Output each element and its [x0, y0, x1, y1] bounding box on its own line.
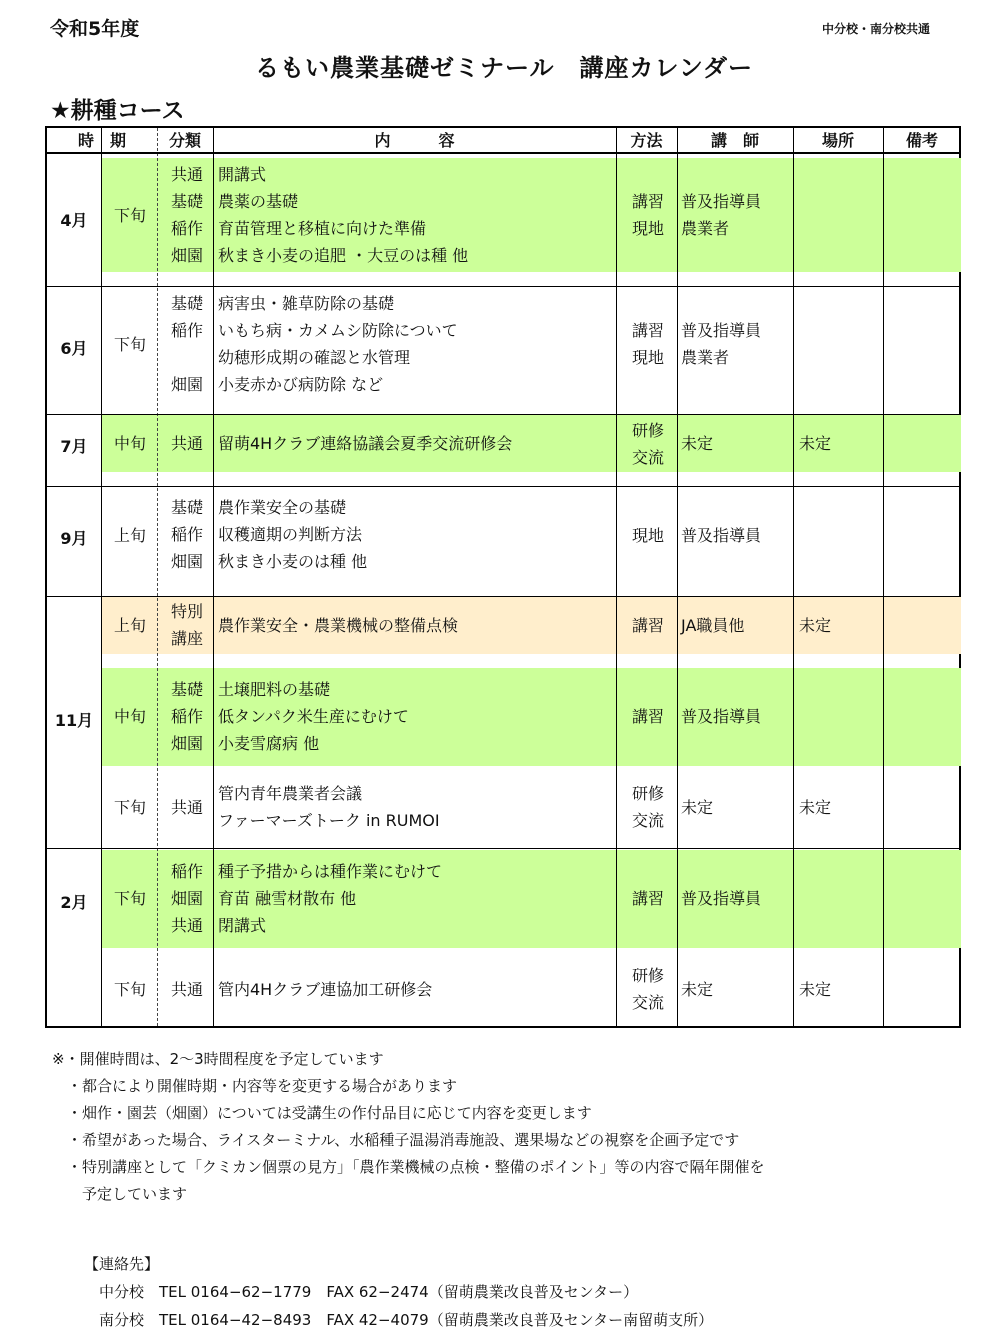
instructor-cell: 普及指導員 農業者 — [681, 321, 762, 367]
method-cell: 講習 — [631, 616, 664, 635]
note-line: ※・開催時間は、2～3時間程度を予定しています — [52, 1050, 384, 1068]
schedule-table — [45, 126, 961, 1028]
period-cell: 下旬 — [113, 980, 146, 999]
instructor-cell: 未定 — [681, 798, 714, 817]
period-cell: 下旬 — [113, 798, 146, 817]
note-line: 予定しています — [52, 1185, 188, 1203]
page-title: るもい農業基礎ゼミナール 講座カレンダー — [255, 54, 753, 82]
month-label: 4月 — [60, 211, 88, 230]
instructor-cell: 未定 — [681, 434, 714, 453]
content-cell: 管内4Hクラブ連協加工研修会 — [218, 980, 433, 999]
period-cell: 下旬 — [113, 335, 146, 354]
shared-note: 中分校・南分校共通 — [821, 22, 930, 36]
contact-heading: 【連絡先】 — [84, 1255, 160, 1273]
header-category: 分類 — [157, 128, 213, 154]
contact-line: 南分校 TEL 0164−42−8493 FAX 42−4079（留萌農業改良普及センター南留萌支所） — [84, 1311, 714, 1329]
note-line: ・畑作・園芸（畑園）については受講生の作付品目に応じて内容を変更します — [52, 1104, 592, 1122]
method-cell: 研修 交流 — [631, 784, 664, 830]
month-label: 9月 — [60, 529, 88, 548]
content-cell: 留萌4Hクラブ連絡協議会夏季交流研修会 — [218, 434, 513, 453]
header-instructor: 講 師 — [677, 128, 793, 154]
period-cell: 中旬 — [113, 434, 146, 453]
header-method: 方法 — [616, 128, 677, 154]
place-cell: 未定 — [799, 434, 832, 453]
note-line: ・希望があった場合、ライスターミナル、水稲種子温湯消毒施設、選果場などの視察を企画予定です — [52, 1131, 740, 1149]
instructor-cell: 普及指導員 — [681, 526, 762, 545]
content-cell: 開講式 農薬の基礎 育苗管理と移植に向けた準備 秋まき小麦の追肥 ・大豆のは種 他 — [218, 165, 469, 265]
category-cell: 共通 — [170, 980, 203, 999]
month-label: 6月 — [60, 339, 88, 358]
header-content: 内 容 — [213, 128, 616, 154]
method-cell: 研修 交流 — [631, 421, 664, 467]
category-cell: 基礎 稲作 畑園 — [170, 680, 203, 753]
fiscal-year: 令和5年度 — [50, 18, 140, 40]
note-line: ・都合により開催時期・内容等を変更する場合があります — [52, 1077, 458, 1095]
note-line: ・特別講座として「クミカン個票の見方」「農作業機械の点検・整備のポイント」等の内容で隔年開催を — [52, 1158, 765, 1176]
category-cell: 共通 — [170, 798, 203, 817]
content-cell: 管内青年農業者会議 ファーマーズトーク in RUMOI — [218, 784, 440, 830]
period-cell: 上旬 — [113, 616, 146, 635]
contact-line: 中分校 TEL 0164−62−1779 FAX 62−2474（留萌農業改良普及センター） — [84, 1283, 639, 1301]
period-cell: 下旬 — [113, 889, 146, 908]
method-cell: 講習 — [631, 707, 664, 726]
course-title: ★耕種コース — [50, 98, 185, 124]
period-cell: 下旬 — [113, 206, 146, 225]
category-cell: 稲作 畑園 共通 — [170, 862, 203, 935]
month-label: 2月 — [60, 893, 88, 912]
method-cell: 講習 現地 — [631, 192, 664, 238]
category-cell: 特別 講座 — [170, 602, 203, 648]
header-place: 場所 — [793, 128, 883, 154]
method-cell: 研修 交流 — [631, 966, 664, 1012]
instructor-cell: 普及指導員 農業者 — [681, 192, 762, 238]
method-cell: 講習 — [631, 889, 664, 908]
content-cell: 農作業安全・農業機械の整備点検 — [218, 616, 459, 635]
contact-info — [84, 1250, 713, 1334]
period-cell: 中旬 — [113, 707, 146, 726]
header-period: 時 期 — [47, 128, 157, 154]
category-cell: 基礎 稲作 畑園 — [170, 498, 203, 571]
content-cell: 土壌肥料の基礎 低タンパク米生産にむけて 小麦雪腐病 他 — [218, 680, 409, 753]
place-cell: 未定 — [799, 980, 832, 999]
instructor-cell: JA職員他 — [681, 616, 745, 635]
period-cell: 上旬 — [113, 526, 146, 545]
content-cell: 種子予措からは種作業にむけて 育苗 融雪材散布 他 閉講式 — [218, 862, 443, 935]
method-cell: 現地 — [631, 526, 664, 545]
place-cell: 未定 — [799, 798, 832, 817]
notes — [52, 1046, 765, 1208]
category-cell: 共通 — [170, 434, 203, 453]
content-cell: 病害虫・雑草防除の基礎 いもち病・カメムシ防除について 幼穂形成期の確認と水管理 小麦赤かび病防除 など — [218, 294, 458, 394]
month-label: 7月 — [60, 437, 88, 456]
instructor-cell: 普及指導員 — [681, 707, 762, 726]
category-cell: 共通 基礎 稲作 畑園 — [170, 165, 203, 265]
header-remarks: 備考 — [883, 128, 961, 154]
month-label: 11月 — [54, 711, 94, 730]
category-cell: 基礎 稲作 畑園 — [170, 294, 203, 394]
place-cell: 未定 — [799, 616, 832, 635]
instructor-cell: 未定 — [681, 980, 714, 999]
method-cell: 講習 現地 — [631, 321, 664, 367]
instructor-cell: 普及指導員 — [681, 889, 762, 908]
content-cell: 農作業安全の基礎 収穫適期の判断方法 秋まき小麦のは種 他 — [218, 498, 368, 571]
